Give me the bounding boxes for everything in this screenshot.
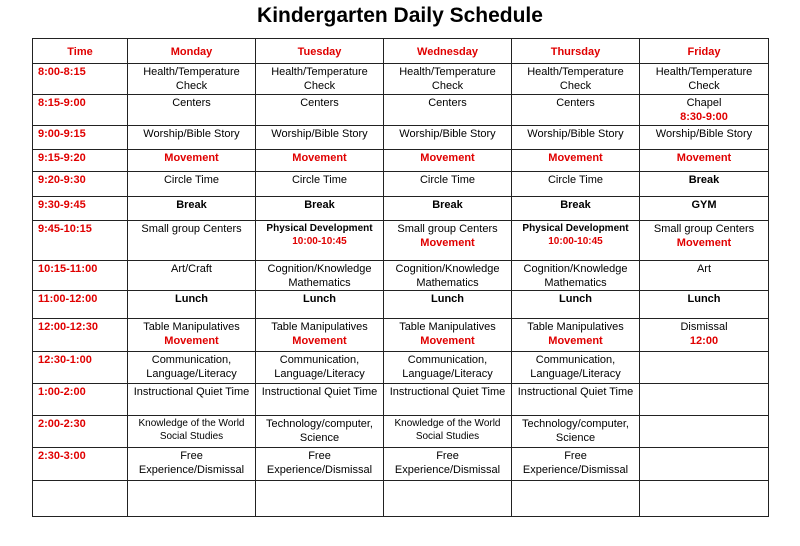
schedule-cell bbox=[512, 261, 640, 291]
schedule-cell bbox=[384, 95, 512, 126]
time-slot: 9:30-9:45 bbox=[33, 197, 128, 221]
activity-text: Movement bbox=[420, 152, 475, 164]
schedule-cell bbox=[512, 319, 640, 352]
column-header-monday: Monday bbox=[128, 39, 256, 64]
column-header-time: Time bbox=[33, 39, 128, 64]
schedule-cell bbox=[384, 261, 512, 291]
schedule-row bbox=[33, 319, 769, 352]
schedule-cell bbox=[640, 416, 769, 448]
schedule-row bbox=[33, 95, 769, 126]
schedule-cell bbox=[128, 261, 256, 291]
activity-text: Free Experience/Dismissal bbox=[138, 450, 245, 476]
activity-text: Movement bbox=[164, 152, 219, 164]
activity-text: Movement bbox=[292, 152, 347, 164]
schedule-cell bbox=[384, 481, 512, 517]
activity-text: Communication, Language/Literacy bbox=[402, 354, 493, 380]
activity-text: Centers bbox=[428, 97, 467, 109]
schedule-cell bbox=[384, 221, 512, 261]
schedule-cell bbox=[640, 261, 769, 291]
activity-text: 10:00-10:45 bbox=[548, 236, 603, 247]
activity-text: Lunch bbox=[431, 293, 464, 305]
activity-text: Lunch bbox=[559, 293, 592, 305]
activity-text: Movement bbox=[548, 335, 603, 347]
schedule-cell bbox=[512, 95, 640, 126]
schedule-cell bbox=[128, 319, 256, 352]
schedule-cell bbox=[256, 150, 384, 172]
schedule-cell bbox=[640, 197, 769, 221]
time-slot: 1:00-2:00 bbox=[33, 384, 128, 416]
activity-text: Table Manipulatives bbox=[271, 321, 368, 333]
activity-text: Instructional Quiet Time bbox=[261, 386, 378, 398]
schedule-row bbox=[33, 64, 769, 95]
activity-text: Movement bbox=[676, 237, 732, 249]
activity-text: Centers bbox=[300, 97, 339, 109]
schedule-cell bbox=[512, 291, 640, 319]
schedule-cell bbox=[640, 150, 769, 172]
schedule-cell bbox=[640, 291, 769, 319]
activity-text: Free Experience/Dismissal bbox=[394, 450, 501, 476]
schedule-cell bbox=[384, 64, 512, 95]
time-slot: 2:00-2:30 bbox=[33, 416, 128, 448]
activity-text: Centers bbox=[172, 97, 211, 109]
schedule-row bbox=[33, 197, 769, 221]
time-slot: 9:00-9:15 bbox=[33, 126, 128, 150]
schedule-row bbox=[33, 384, 769, 416]
activity-text: Break bbox=[432, 199, 463, 211]
activity-text: Movement bbox=[420, 237, 475, 249]
activity-text: Cognition/Knowledge Mathematics bbox=[523, 263, 628, 289]
schedule-cell bbox=[256, 172, 384, 197]
schedule-cell bbox=[128, 221, 256, 261]
schedule-cell bbox=[640, 319, 769, 352]
activity-text: Small group Centers bbox=[653, 223, 755, 235]
activity-text: Break bbox=[560, 199, 591, 211]
activity-text: Free Experience/Dismissal bbox=[266, 450, 373, 476]
schedule-cell bbox=[128, 150, 256, 172]
schedule-cell bbox=[256, 384, 384, 416]
schedule-cell bbox=[384, 172, 512, 197]
schedule-cell bbox=[640, 481, 769, 517]
activity-text: Worship/Bible Story bbox=[271, 128, 368, 140]
schedule-cell bbox=[512, 126, 640, 150]
schedule-cell bbox=[512, 197, 640, 221]
schedule-cell bbox=[640, 221, 769, 261]
activity-text: Physical Development bbox=[266, 223, 373, 234]
schedule-cell bbox=[256, 261, 384, 291]
schedule-cell bbox=[512, 221, 640, 261]
schedule-cell bbox=[512, 64, 640, 95]
schedule-cell bbox=[384, 448, 512, 481]
activity-text: Chapel bbox=[686, 97, 722, 109]
schedule-cell bbox=[384, 319, 512, 352]
time-slot: 9:45-10:15 bbox=[33, 221, 128, 261]
schedule-cell bbox=[512, 384, 640, 416]
column-header-thursday: Thursday bbox=[512, 39, 640, 64]
schedule-cell bbox=[128, 481, 256, 517]
activity-text: Worship/Bible Story bbox=[655, 128, 753, 140]
schedule-cell bbox=[640, 95, 769, 126]
schedule-cell bbox=[128, 95, 256, 126]
activity-text: Movement bbox=[676, 152, 732, 164]
activity-text: Physical Development bbox=[522, 223, 629, 234]
time-slot: 10:15-11:00 bbox=[33, 261, 128, 291]
activity-text: Worship/Bible Story bbox=[399, 128, 496, 140]
activity-text: Movement bbox=[292, 335, 347, 347]
schedule-cell bbox=[256, 481, 384, 517]
activity-text: GYM bbox=[691, 199, 717, 211]
page-title: Kindergarten Daily Schedule bbox=[257, 4, 543, 27]
schedule-row bbox=[33, 352, 769, 384]
activity-text: Break bbox=[176, 199, 207, 211]
activity-text: Table Manipulatives bbox=[527, 321, 624, 333]
activity-text: Free Experience/Dismissal bbox=[522, 450, 629, 476]
activity-text: 10:00-10:45 bbox=[292, 236, 347, 247]
schedule-cell bbox=[256, 416, 384, 448]
schedule-cell bbox=[640, 352, 769, 384]
schedule-cell bbox=[128, 126, 256, 150]
activity-text: Worship/Bible Story bbox=[527, 128, 624, 140]
activity-text: Dismissal bbox=[680, 321, 728, 333]
schedule-row bbox=[33, 261, 769, 291]
activity-text: Communication, Language/Literacy bbox=[274, 354, 365, 380]
activity-text: Communication, Language/Literacy bbox=[146, 354, 237, 380]
column-header-tuesday: Tuesday bbox=[256, 39, 384, 64]
activity-text: Technology/computer, Science bbox=[521, 418, 629, 444]
schedule-cell bbox=[512, 172, 640, 197]
schedule-cell bbox=[256, 95, 384, 126]
schedule-cell bbox=[256, 319, 384, 352]
activity-text: Movement bbox=[420, 335, 475, 347]
activity-text: Table Manipulatives bbox=[143, 321, 240, 333]
time-slot: 11:00-12:00 bbox=[33, 291, 128, 319]
activity-text: Worship/Bible Story bbox=[143, 128, 240, 140]
time-slot: 9:20-9:30 bbox=[33, 172, 128, 197]
activity-text: Circle Time bbox=[163, 174, 219, 186]
schedule-cell bbox=[256, 221, 384, 261]
activity-text: Small group Centers bbox=[397, 223, 498, 235]
schedule-cell bbox=[640, 384, 769, 416]
schedule-cell bbox=[128, 352, 256, 384]
activity-text: Movement bbox=[164, 335, 219, 347]
activity-text: Lunch bbox=[175, 293, 208, 305]
schedule-row bbox=[33, 126, 769, 150]
schedule-cell bbox=[512, 352, 640, 384]
activity-text: Instructional Quiet Time bbox=[389, 386, 506, 398]
activity-text: Knowledge of the World Social Studies bbox=[138, 418, 245, 442]
schedule-cell bbox=[384, 384, 512, 416]
activity-text: Cognition/Knowledge Mathematics bbox=[267, 263, 372, 289]
schedule-row bbox=[33, 481, 769, 517]
column-header-wednesday: Wednesday bbox=[384, 39, 512, 64]
schedule-cell bbox=[256, 126, 384, 150]
activity-text: Break bbox=[304, 199, 335, 211]
time-slot: 2:30-3:00 bbox=[33, 448, 128, 481]
time-slot: 12:00-12:30 bbox=[33, 319, 128, 352]
schedule-cell bbox=[128, 384, 256, 416]
column-header-friday: Friday bbox=[640, 39, 769, 64]
activity-text: Circle Time bbox=[419, 174, 475, 186]
activity-text: Cognition/Knowledge Mathematics bbox=[395, 263, 500, 289]
schedule-cell bbox=[384, 416, 512, 448]
schedule-cell bbox=[256, 352, 384, 384]
schedule-cell bbox=[128, 291, 256, 319]
schedule-cell bbox=[384, 352, 512, 384]
schedule-cell bbox=[512, 481, 640, 517]
schedule-cell bbox=[128, 197, 256, 221]
header-row bbox=[33, 39, 769, 64]
schedule-row bbox=[33, 416, 769, 448]
activity-text: 12:00 bbox=[689, 335, 719, 347]
activity-text: Circle Time bbox=[547, 174, 603, 186]
activity-text: Art/Craft bbox=[171, 263, 212, 275]
activity-text: Instructional Quiet Time bbox=[517, 386, 634, 398]
schedule-table bbox=[32, 38, 769, 517]
time-slot: 9:15-9:20 bbox=[33, 150, 128, 172]
schedule-cell bbox=[128, 416, 256, 448]
activity-text: Instructional Quiet Time bbox=[133, 386, 250, 398]
schedule-cell bbox=[128, 172, 256, 197]
activity-text: Art bbox=[696, 263, 712, 275]
schedule-row bbox=[33, 172, 769, 197]
activity-text: Health/Temperature Check bbox=[655, 66, 753, 92]
schedule-cell bbox=[384, 197, 512, 221]
activity-text: Health/Temperature Check bbox=[271, 66, 368, 92]
schedule-row bbox=[33, 150, 769, 172]
activity-text: Knowledge of the World Social Studies bbox=[394, 418, 501, 442]
time-slot: 8:00-8:15 bbox=[33, 64, 128, 95]
activity-text: Table Manipulatives bbox=[399, 321, 496, 333]
activity-text: Communication, Language/Literacy bbox=[530, 354, 621, 380]
schedule-cell bbox=[256, 448, 384, 481]
schedule-cell bbox=[512, 416, 640, 448]
activity-text: Health/Temperature Check bbox=[143, 66, 240, 92]
schedule-cell bbox=[384, 291, 512, 319]
time-slot: 8:15-9:00 bbox=[33, 95, 128, 126]
schedule-cell bbox=[512, 448, 640, 481]
schedule-cell bbox=[384, 150, 512, 172]
activity-text: 8:30-9:00 bbox=[680, 111, 728, 123]
activity-text: Health/Temperature Check bbox=[399, 66, 496, 92]
schedule-cell bbox=[128, 64, 256, 95]
schedule-row bbox=[33, 221, 769, 261]
schedule-cell bbox=[256, 197, 384, 221]
schedule-cell bbox=[640, 448, 769, 481]
activity-text: Movement bbox=[548, 152, 603, 164]
activity-text: Health/Temperature Check bbox=[527, 66, 624, 92]
schedule-cell bbox=[640, 126, 769, 150]
schedule-cell bbox=[640, 64, 769, 95]
activity-text: Lunch bbox=[303, 293, 336, 305]
activity-text: Technology/computer, Science bbox=[265, 418, 373, 444]
schedule-cell bbox=[256, 64, 384, 95]
activity-text: Circle Time bbox=[291, 174, 347, 186]
schedule-row bbox=[33, 448, 769, 481]
time-slot bbox=[33, 481, 128, 517]
time-slot: 12:30-1:00 bbox=[33, 352, 128, 384]
activity-text: Lunch bbox=[687, 293, 721, 305]
activity-text: Centers bbox=[556, 97, 595, 109]
activity-text: Break bbox=[688, 174, 720, 186]
schedule-cell bbox=[640, 172, 769, 197]
schedule-row bbox=[33, 291, 769, 319]
schedule-cell bbox=[512, 150, 640, 172]
schedule-cell bbox=[384, 126, 512, 150]
schedule-body bbox=[33, 64, 769, 517]
activity-text: Small group Centers bbox=[141, 223, 242, 235]
schedule-cell bbox=[128, 448, 256, 481]
schedule-cell bbox=[256, 291, 384, 319]
